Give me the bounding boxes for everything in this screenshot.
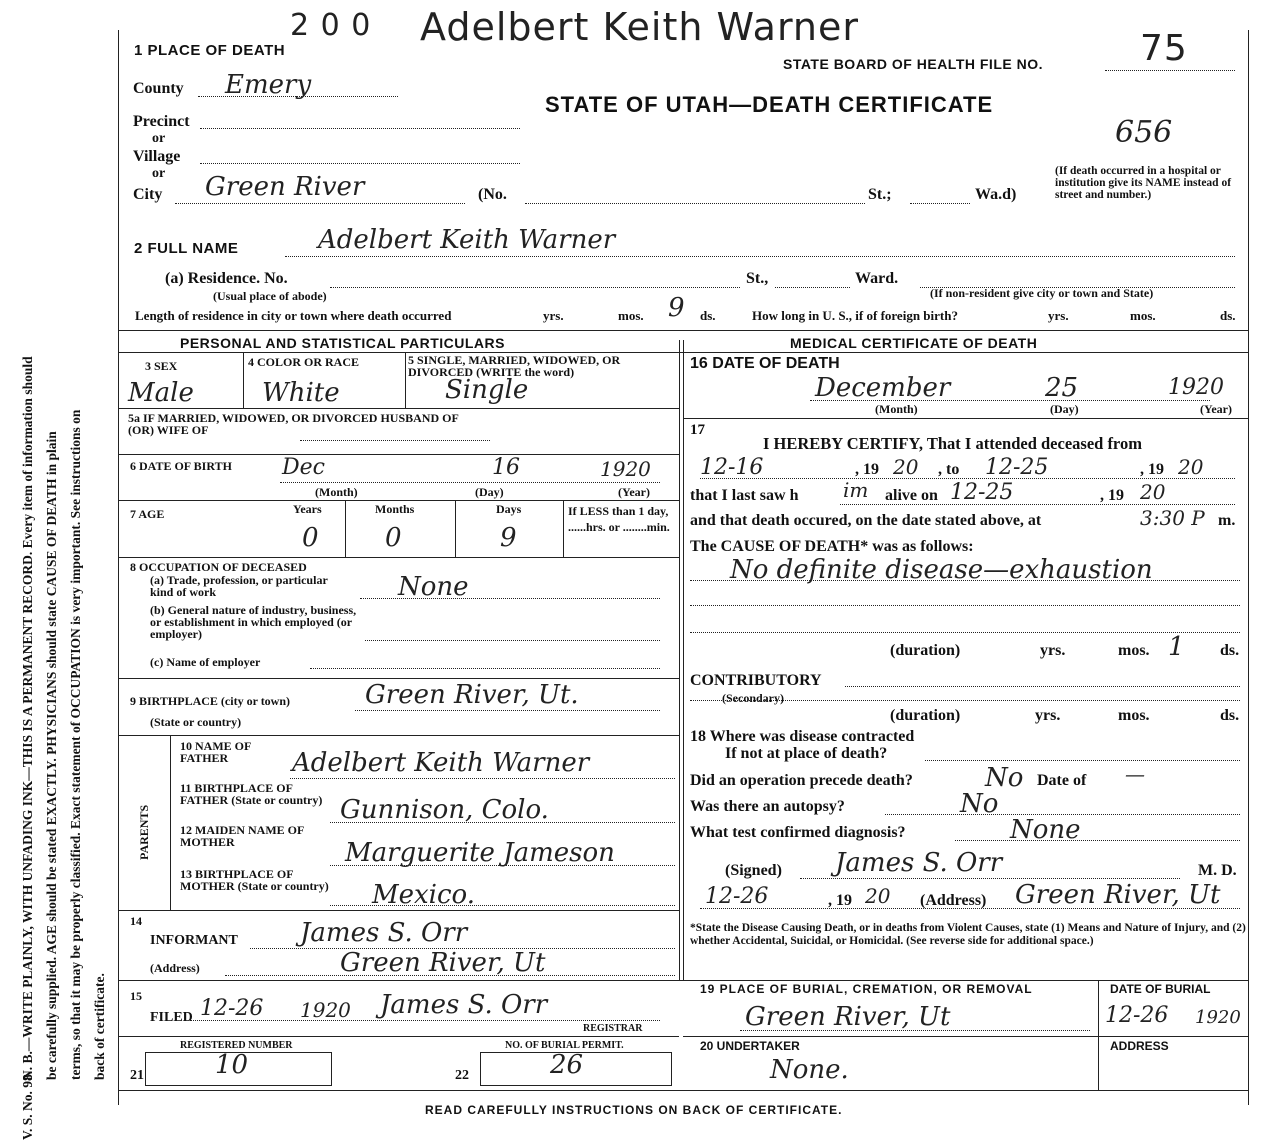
md-label: M. D. xyxy=(1198,862,1237,879)
date-of-label: Date of xyxy=(1037,772,1087,789)
duration-mos-value: 1 xyxy=(1168,632,1185,662)
top-name-handwritten: Adelbert Keith Warner xyxy=(420,5,859,49)
burial-place-value: Green River, Ut xyxy=(745,1002,951,1032)
attended-from-year: , 19 xyxy=(855,461,879,478)
age-years-header: Years xyxy=(293,502,322,516)
residence-ward: Ward. xyxy=(855,270,899,287)
file-no-label: STATE BOARD OF HEALTH FILE NO. xyxy=(783,56,1043,72)
birthplace-state: (State or country) xyxy=(150,715,242,729)
color-label: 4 COLOR OR RACE xyxy=(248,355,360,369)
date-of-death-label: 16 DATE OF DEATH xyxy=(690,355,840,372)
secondary-label: (Secondary) xyxy=(722,691,784,705)
duration-mos-1: mos. xyxy=(1118,642,1150,659)
alive-on-label: alive on xyxy=(885,487,938,504)
contributory-label: CONTRIBUTORY xyxy=(690,672,822,689)
test-value: None xyxy=(1010,815,1081,845)
mother-label: 12 MAIDEN NAME OF MOTHER xyxy=(180,823,304,849)
duration-ds-1: ds. xyxy=(1220,642,1240,659)
cause-label: The CAUSE OF DEATH* was as follows: xyxy=(690,538,974,555)
informant-address: Green River, Ut xyxy=(340,948,546,978)
not-at-place-label: If not at place of death? xyxy=(725,745,888,762)
autopsy-label: Was there an autopsy? xyxy=(690,798,845,815)
cause-value: No definite disease—exhaustion xyxy=(730,555,1153,585)
age-label: 7 AGE xyxy=(130,507,165,521)
undertaker-value: None. xyxy=(770,1055,849,1085)
nonres-note: (If non-resident give city or town and State) xyxy=(930,286,1154,300)
burial-permit-value: 26 xyxy=(550,1050,584,1080)
foreign-mos: mos. xyxy=(1130,308,1156,323)
autopsy-value: No xyxy=(960,789,999,819)
last-saw-label: that I last saw h xyxy=(690,487,799,504)
father-value: Adelbert Keith Warner xyxy=(292,748,590,778)
duration-label-2: (duration) xyxy=(890,707,961,724)
informant-label: INFORMANT xyxy=(150,933,238,948)
length-residence-label: Length of residence in city or town where death occurred xyxy=(135,308,452,323)
duration-label-1: (duration) xyxy=(890,642,961,659)
village-label: Village xyxy=(133,148,181,165)
informant-address-label: (Address) xyxy=(150,961,200,975)
mother-value: Marguerite Jameson xyxy=(345,838,615,868)
filed-date: 12-26 xyxy=(200,996,264,1021)
residence-label: (a) Residence. No. xyxy=(165,270,288,287)
duration-ds-2: ds. xyxy=(1220,707,1240,724)
length-yrs: yrs. xyxy=(543,308,564,323)
registrar-signature: James S. Orr xyxy=(380,990,548,1020)
death-time: 3:30 P xyxy=(1140,506,1205,530)
medical-header: MEDICAL CERTIFICATE OF DEATH xyxy=(790,335,1038,351)
dob-month-caption: (Month) xyxy=(315,485,358,499)
attended-from: 12-16 xyxy=(700,455,764,480)
county-label: County xyxy=(133,80,184,97)
burial-permit-label: NO. OF BURIAL PERMIT. xyxy=(505,1040,624,1051)
single-label: 5 SINGLE, MARRIED, WIDOWED, OR DIVORCED (WRITE the word) xyxy=(408,353,621,379)
margin-instructions-3: terms, so that it may be properly classified. Exact statement of OCCUPATION is very important. See instructions on xyxy=(68,409,83,1080)
father-birthplace-label: 11 BIRTHPLACE OF FATHER (State or country) xyxy=(180,781,323,807)
signed-label: (Signed) xyxy=(725,862,782,879)
undertaker-label: 20 UNDERTAKER xyxy=(700,1039,800,1053)
footnote: *State the Disease Causing Death, or in deaths from Violent Causes, state (1) Means and Nature of Injury, and (2) whether Accidental, Suicidal, or Homicidal. (See reverse side for additional space.) xyxy=(690,922,1246,947)
duration-mos-2: mos. xyxy=(1118,707,1150,724)
informant-value: James S. Orr xyxy=(300,918,468,948)
dod-month: December xyxy=(815,373,951,403)
duration-yrs-1: yrs. xyxy=(1040,642,1066,659)
filed-label: FILED xyxy=(150,1010,193,1025)
dob-year-caption: (Year) xyxy=(618,485,650,499)
burial-place-label: 19 PLACE OF BURIAL, CREMATION, OR REMOVAL xyxy=(700,982,1033,996)
test-label: What test confirmed diagnosis? xyxy=(690,824,906,841)
precinct-label: Precinct xyxy=(133,113,190,130)
mother-birthplace-value: Mexico. xyxy=(372,880,476,910)
attended-to: 12-25 xyxy=(985,455,1049,480)
margin-instructions-1: N. B.—WRITE PLAINLY, WITH UNFADING INK—THIS IS A PERMANENT RECORD. Every item of information should xyxy=(20,356,35,1080)
burial-date-label: DATE OF BURIAL xyxy=(1110,982,1211,996)
occupation-b: (b) General nature of industry, business, or establishment in which employed (or employer) xyxy=(150,603,357,641)
age-months: 0 xyxy=(385,523,402,553)
file-no: 75 xyxy=(1140,28,1188,69)
full-name-value: Adelbert Keith Warner xyxy=(318,225,616,255)
dod-year-caption: (Year) xyxy=(1200,402,1232,416)
residence-st: St., xyxy=(746,270,769,287)
sign-address-label: (Address) xyxy=(920,892,987,909)
alive-on-19: , 19 xyxy=(1100,487,1124,504)
death-time-m: m. xyxy=(1218,512,1236,529)
length-ds: ds. xyxy=(700,308,716,323)
city-label: City xyxy=(133,186,163,203)
sex-label: 3 SEX xyxy=(145,359,178,373)
dod-day-caption: (Day) xyxy=(1050,402,1079,416)
filed-year: 1920 xyxy=(300,998,351,1022)
personal-header: PERSONAL AND STATISTICAL PARTICULARS xyxy=(180,335,505,351)
margin-instructions-2: be carefully supplied. AGE should be stated EXACTLY. PHYSICIANS should state CAUSE OF DEATH in plain xyxy=(44,431,59,1080)
registered-number-label: REGISTERED NUMBER xyxy=(180,1040,293,1051)
dod-day: 25 xyxy=(1045,373,1079,403)
dob-year: 1920 xyxy=(600,457,651,481)
city-st-label: St.; xyxy=(868,186,892,203)
sign-address: Green River, Ut xyxy=(1015,880,1221,910)
registered-number-num: 21 xyxy=(130,1068,144,1083)
last-saw-him: im xyxy=(843,478,869,502)
alive-on-date: 12-25 xyxy=(950,480,1014,505)
burial-permit-num: 22 xyxy=(455,1068,469,1083)
sex-value: Male xyxy=(128,378,194,408)
occupation-c: (c) Name of employer xyxy=(150,655,261,669)
abode-note: (Usual place of abode) xyxy=(213,289,327,303)
age-months-header: Months xyxy=(375,502,415,516)
dod-year: 1920 xyxy=(1168,375,1224,400)
note-656: 656 xyxy=(1115,115,1173,150)
burial-date-value: 12-26 xyxy=(1105,1003,1169,1028)
dod-month-caption: (Month) xyxy=(875,402,918,416)
birthplace-label: 9 BIRTHPLACE (city or town) xyxy=(130,694,291,708)
dob-day-caption: (Day) xyxy=(475,485,504,499)
section-17: 17 xyxy=(690,422,705,438)
signed-value: James S. Orr xyxy=(835,848,1003,878)
duration-yrs-2: yrs. xyxy=(1035,707,1061,724)
attended-to-year: , 19 xyxy=(1140,461,1164,478)
hospital-note: (If death occurred in a hospital or institution give its NAME instead of street and number.) xyxy=(1055,165,1232,201)
sign-date: 12-26 xyxy=(705,884,769,909)
dob-label: 6 DATE OF BIRTH xyxy=(130,459,232,473)
dob-month: Dec xyxy=(282,455,325,480)
attended-to-yr: 20 xyxy=(1178,455,1204,479)
dob-day: 16 xyxy=(492,455,520,480)
margin-vs-number: V. S. No. 98. xyxy=(20,1070,35,1140)
occupation-value: None xyxy=(398,572,469,602)
registered-number-value: 10 xyxy=(215,1050,249,1080)
age-days: 9 xyxy=(500,523,517,553)
or-1: or xyxy=(152,131,166,146)
death-occured-label: and that death occured, on the date stated above, at xyxy=(690,512,1042,529)
county-value: Emery xyxy=(225,70,312,100)
top-number: 2 0 0 xyxy=(290,8,372,43)
birthplace-value: Green River, Ut. xyxy=(365,680,579,710)
length-mos: mos. xyxy=(618,308,644,323)
foreign-label: How long in U. S., if of foreign birth? xyxy=(752,308,958,323)
registrar-label: REGISTRAR xyxy=(583,1023,643,1034)
less-than-note: If LESS than 1 day, ......hrs. or ........min. xyxy=(568,504,670,534)
burial-year-value: 1920 xyxy=(1195,1007,1241,1028)
age-days-header: Days xyxy=(496,502,522,516)
single-value: Single xyxy=(445,375,529,405)
operation-label: Did an operation precede death? xyxy=(690,772,913,789)
father-label: 10 NAME OF FATHER xyxy=(180,739,251,765)
spouse-label: 5a IF MARRIED, WIDOWED, OR DIVORCED HUSBAND OF (OR) WIFE OF xyxy=(128,411,459,437)
operation-value: No xyxy=(985,763,1024,793)
foreign-ds: ds. xyxy=(1220,308,1236,323)
occupation-a: (a) Trade, profession, or particular kind of work xyxy=(150,573,328,599)
alive-on-year: 20 xyxy=(1140,480,1166,504)
sign-19: , 19 xyxy=(828,892,852,909)
or-2: or xyxy=(152,166,166,181)
length-days-value: 9 xyxy=(668,293,685,323)
certify-text: I HEREBY CERTIFY, That I attended deceased from xyxy=(763,434,1142,453)
full-name-label: 2 FULL NAME xyxy=(134,240,239,257)
section-18-label: 18 Where was disease contracted xyxy=(690,728,915,745)
father-birthplace-value: Gunnison, Colo. xyxy=(340,795,549,825)
place-of-death-label: 1 PLACE OF DEATH xyxy=(134,42,286,59)
burial-address-label: ADDRESS xyxy=(1110,1039,1169,1053)
to-label: , to xyxy=(938,461,960,478)
filed-num: 15 xyxy=(130,989,142,1003)
occupation-label: 8 OCCUPATION OF DECEASED xyxy=(130,560,307,574)
color-value: White xyxy=(262,378,340,408)
margin-instructions-4: back of certificate. xyxy=(92,973,107,1080)
foreign-yrs: yrs. xyxy=(1048,308,1069,323)
city-value: Green River xyxy=(205,172,365,202)
city-no-label: (No. xyxy=(478,186,507,203)
city-ward-label: Wa.d) xyxy=(975,186,1017,203)
attended-from-yr: 20 xyxy=(893,455,919,479)
page-title: STATE OF UTAH—DEATH CERTIFICATE xyxy=(545,92,994,117)
date-of-value: — xyxy=(1125,762,1145,786)
age-years: 0 xyxy=(302,523,319,553)
mother-birthplace-label: 13 BIRTHPLACE OF MOTHER (State or country) xyxy=(180,867,329,893)
parents-label: PARENTS xyxy=(137,804,151,860)
sign-year: 20 xyxy=(865,884,891,908)
informant-num: 14 xyxy=(130,914,142,928)
footer-instructions: READ CAREFULLY INSTRUCTIONS ON BACK OF CERTIFICATE. xyxy=(425,1103,843,1117)
